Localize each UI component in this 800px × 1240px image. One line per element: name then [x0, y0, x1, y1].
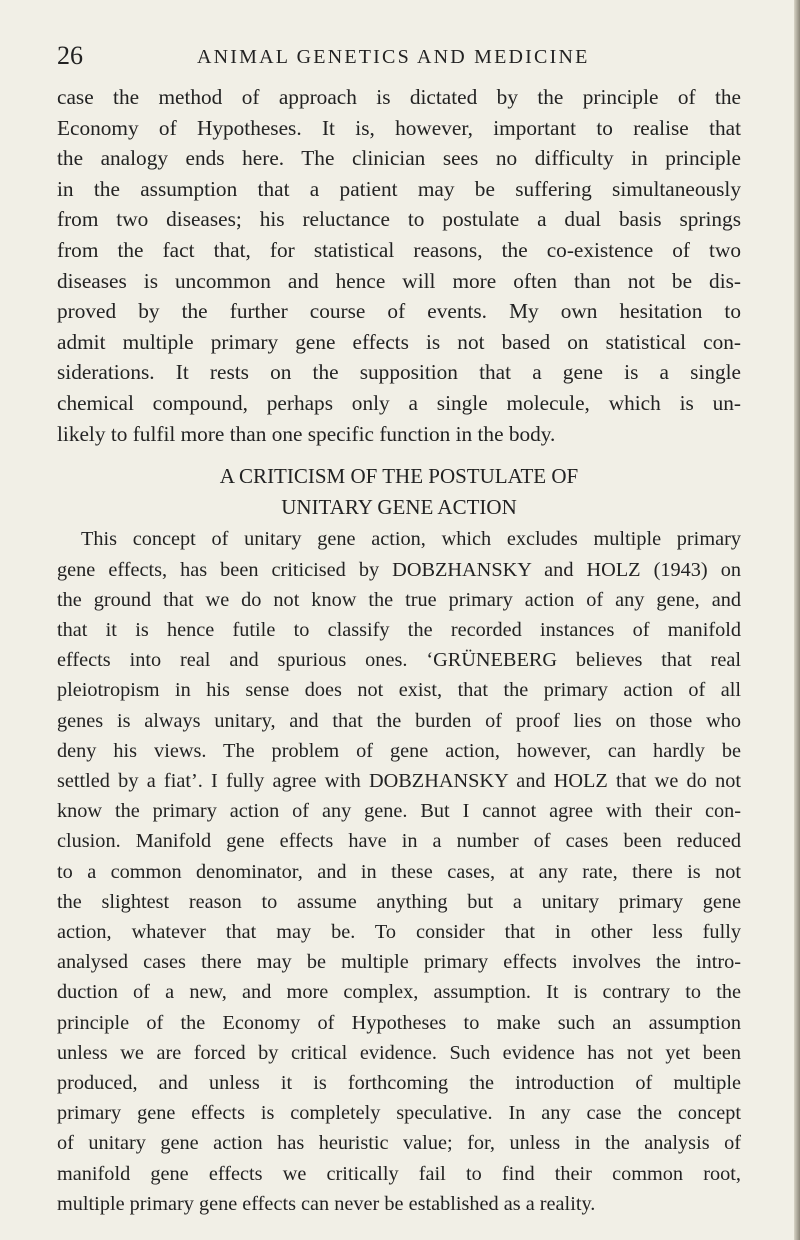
text-line: diseases is uncommon and hence will more often than not be dis- [57, 268, 741, 293]
paragraph-1 [57, 82, 741, 449]
text-line: likely to fulfil more than one specific function in the body. [57, 421, 556, 446]
text-line: This concept of unitary gene action, which excludes multiple primary [81, 528, 741, 551]
text-line: of unitary gene action has heuristic value; for, unless in the analysis of [57, 1132, 741, 1155]
page-header [57, 40, 741, 72]
text-line: the slightest reason to assume anything but a unitary primary gene [57, 890, 741, 913]
text-line: effects into real and spurious ones. ‘GRÜNEBERG believes that real [57, 649, 741, 672]
text-line: primary gene effects is completely speculative. In any case the concept [57, 1102, 741, 1125]
text-line: proved by the further course of events. My own hesitation to [57, 299, 741, 324]
text-line: to a common denominator, and in these cases, at any rate, there is not [57, 860, 741, 883]
text-line: duction of a new, and more complex, assumption. It is contrary to the [57, 981, 741, 1004]
text-line: the ground that we do not know the true primary action of any gene, and [57, 588, 741, 611]
text-line: the analogy ends here. The clinician sees no difficulty in principle [57, 146, 741, 171]
text-line: produced, and unless it is forthcoming the introduction of multiple [57, 1071, 741, 1094]
body-text [57, 82, 741, 1219]
paragraph-2 [57, 524, 741, 1219]
text-line: siderations. It rests on the supposition that a gene is a single [57, 360, 741, 385]
page-number: 26 [57, 41, 83, 70]
text-line: gene effects, has been criticised by DOBZHANSKY and HOLZ (1943) on [57, 558, 741, 581]
text-line: deny his views. The problem of gene action, however, can hardly be [57, 739, 741, 762]
text-line: Economy of Hypotheses. It is, however, important to realise that [57, 115, 741, 140]
text-line: case the method of approach is dictated by the principle of the [57, 85, 741, 109]
running-title: ANIMAL GENETICS AND MEDICINE [197, 46, 590, 68]
section-heading-line-1: A CRITICISM OF THE POSTULATE OF [219, 464, 579, 489]
text-line: settled by a fiat’. I fully agree with DOBZHANSKY and HOLZ that we do not [57, 769, 741, 792]
section-heading [57, 461, 741, 522]
text-line: admit multiple primary gene effects is not based on statistical con- [57, 329, 741, 354]
text-line: pleiotropism in his sense does not exist, that the primary action of all [57, 679, 741, 702]
text-line: principle of the Economy of Hypotheses to make such an assumption [57, 1011, 741, 1034]
text-line: action, whatever that may be. To consider that in other less fully [57, 920, 741, 943]
page-edge-shadow [794, 0, 800, 1240]
text-line: chemical compound, perhaps only a single molecule, which is un- [57, 390, 741, 415]
text-line: analysed cases there may be multiple primary effects involves the intro- [57, 951, 741, 974]
text-line: in the assumption that a patient may be suffering simultaneously [57, 176, 741, 201]
text-line: clusion. Manifold gene effects have in a number of cases been reduced [57, 830, 741, 853]
text-line: that it is hence futile to classify the recorded instances of manifold [57, 618, 741, 641]
text-line: genes is always unitary, and that the burden of proof lies on those who [57, 709, 741, 732]
text-line: know the primary action of any gene. But I cannot agree with their con- [57, 800, 741, 823]
section-heading-line-2: UNITARY GENE ACTION [281, 494, 517, 519]
text-line: unless we are forced by critical evidence. Such evidence has not yet been [57, 1041, 741, 1064]
text-line: multiple primary gene effects can never be established as a reality. [57, 1192, 596, 1215]
text-line: from two diseases; his reluctance to postulate a dual basis springs [57, 207, 741, 232]
text-line: manifold gene effects we critically fail to find their common root, [57, 1162, 741, 1185]
text-line: from the fact that, for statistical reasons, the co-existence of two [57, 237, 741, 262]
